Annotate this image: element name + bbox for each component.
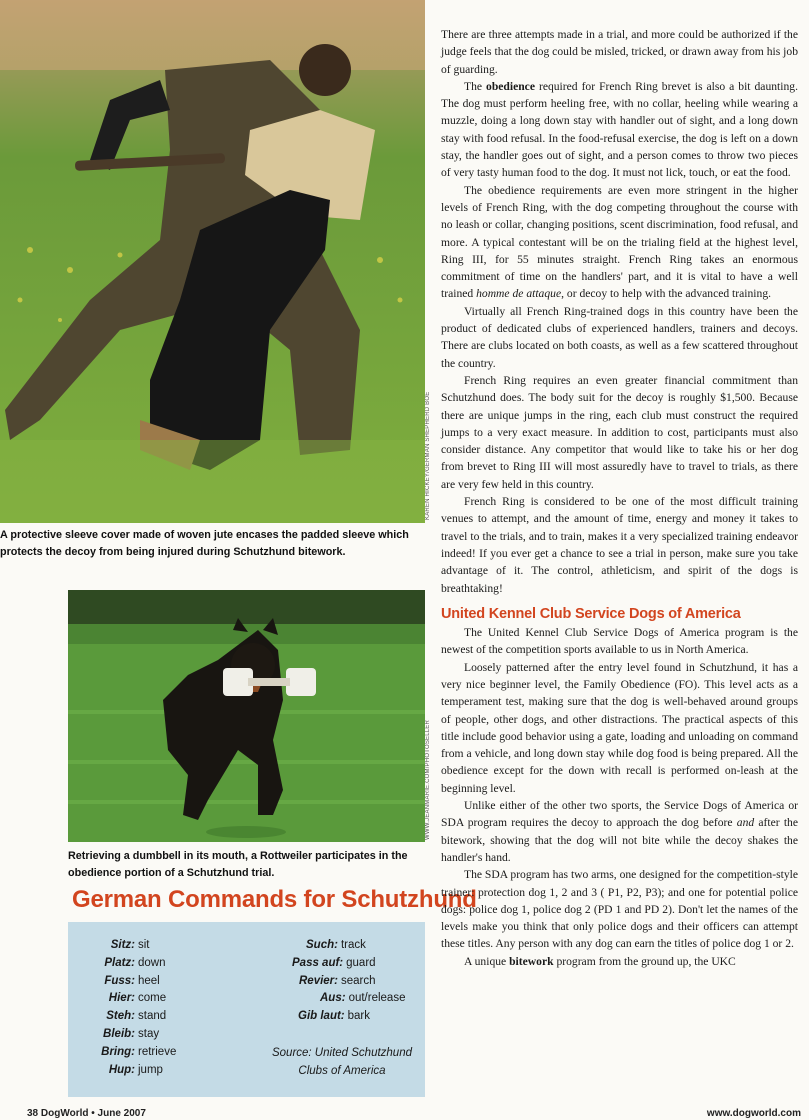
top-photo-caption: A protective sleeve cover made of woven jute encases the padded sleeve which protects the decoy from being injured during Schutzhund bitework.	[0, 529, 409, 558]
text-run: , or decoy to help with the advanced training.	[561, 287, 772, 301]
command-row	[306, 937, 405, 955]
command-english: stay	[138, 1027, 160, 1040]
footer-right: www.dogworld.com	[706, 1108, 801, 1119]
command-english: stand	[138, 1010, 167, 1023]
command-row	[68, 1062, 176, 1080]
command-german: Pass auf:	[292, 956, 344, 969]
article-paragraph	[441, 797, 798, 866]
command-row	[68, 973, 176, 991]
source-line: Clubs of America	[298, 1064, 386, 1077]
command-row	[299, 973, 405, 991]
command-german: Bleib:	[103, 1027, 135, 1040]
commands-title: German Commands for Schutzhund	[72, 886, 477, 913]
command-row	[68, 990, 176, 1008]
article-paragraph: Virtually all French Ring-trained dogs in this country have been the product of dedicated clubs of experienced handlers, trainers and decoys. There are clubs located on both coasts, as well as a few scattered throughout the country.	[441, 304, 798, 370]
bottom-photo-credit: WWW.JEANMARIE.COM/PHOTOSELLER	[425, 719, 431, 840]
article-paragraph	[441, 78, 798, 182]
command-german: Hier:	[108, 992, 135, 1005]
command-german: Sitz:	[110, 939, 135, 951]
article-paragraph	[441, 953, 798, 970]
commands-source	[265, 1045, 419, 1081]
command-row	[298, 1008, 405, 1026]
command-english: sit	[138, 939, 150, 951]
command-german: Aus:	[320, 992, 346, 1005]
italic-term: and	[736, 816, 755, 830]
top-photo-credit: KAREN HICKEY/GERMAN SHEPHERD BOE	[425, 391, 431, 520]
command-english: bark	[347, 1010, 371, 1023]
command-english: retrieve	[138, 1045, 177, 1058]
command-row	[68, 937, 176, 955]
source-line: Source: United Schutzhund	[271, 1047, 412, 1059]
command-english: jump	[138, 1063, 163, 1076]
commands-box	[68, 922, 425, 1097]
command-german: Fuss:	[104, 974, 135, 987]
text-run: The obedience requirements are even more stringent in the higher levels of French Ring, with the dog competing throughout the course with no leash or collar, changing positions, scent discrimination, food refusal, and more. A typical contestant will be on the trialing field at the highest level, Ring III, for 55 minutes straight. French Ring takes an enormous commitment of time on the handlers' part, and it is vital to have a well trained	[441, 183, 798, 301]
command-english: search	[341, 974, 376, 987]
rottweiler-dumbbell-photo	[68, 590, 425, 842]
command-german: Platz:	[104, 956, 135, 969]
article-paragraph: There are three attempts made in a trial, and more could be authorized if the judge feels that the dog could be misled, tricked, or drawn away from his job of guarding.	[441, 28, 798, 76]
command-german: Bring:	[101, 1045, 135, 1058]
command-german: Gib laut:	[298, 1010, 345, 1023]
article-paragraph: French Ring requires an even greater financial commitment than Schutzhund does. The body suit for the decoy is roughly $1,500. Because there are unique jumps in the ring, each club must construct the required jumps to a very exact measure. In addition to cost, participants must also consider distance. Any competitor that would like to take his or her dog from brevet to Ring III will most assuredly have to travel to trials, as there are very few held in this country.	[441, 373, 798, 491]
bottom-photo-caption: Retrieving a dumbbell in its mouth, a Rottweiler participates in the obedience portion of a Schutzhund trial.	[68, 850, 408, 879]
command-english: down	[138, 956, 166, 969]
command-row	[320, 990, 405, 1008]
command-english: out/release	[348, 992, 406, 1005]
text-run: program from the ground up, the UKC	[553, 954, 736, 968]
article-column	[441, 26, 798, 970]
italic-term: homme de attaque	[476, 287, 562, 301]
command-row	[68, 1026, 176, 1044]
command-english: heel	[138, 974, 160, 987]
command-german: Such:	[306, 939, 338, 951]
command-row	[68, 1044, 176, 1062]
command-english: come	[138, 992, 167, 1005]
article-paragraph	[441, 182, 798, 303]
command-english: track	[340, 939, 366, 951]
bold-term: obedience	[486, 79, 535, 93]
text-run: required for French Ring brevet is also a bit daunting. The dog must perform heeling free, with no collar, heeling while wearing a muzzle, doing a long down stay with handler out of sight, and a long down stay with food refusal. In the food-refusal exercise, the dog is left on a down stay, the handler goes out of sight, and a person comes to throw two pieces of very tasty human food to the dog. It must not lick, touch, or eat the food.	[441, 79, 798, 180]
bold-term: bitework	[509, 954, 554, 968]
section-heading: United Kennel Club Service Dogs of America	[441, 605, 741, 622]
command-row	[292, 955, 405, 973]
command-german: Revier:	[299, 974, 338, 987]
article-paragraph: The SDA program has two arms, one designed for the competition-style trainer: protection dog 1, 2 and 3 ( P1, P2, P3); and one for potential police dogs: police dog 1, police dog 2 (PD 1 and PD 2). Don't let the names of the levels make you think that only police dogs and their officers can attempt these titles. Any person with any dog can earn the titles of police dog 1 or 2.	[441, 868, 798, 951]
command-english: guard	[346, 956, 376, 969]
decoy-bitework-photo	[0, 0, 425, 523]
commands-right-column	[292, 937, 406, 1026]
commands-left-column	[68, 937, 176, 1079]
text-run: The	[464, 79, 487, 93]
command-german: Steh:	[106, 1010, 135, 1023]
text-run: Unlike either of the other two sports, the Service Dogs of America or SDA program requires the decoy to approach the dog before	[441, 799, 798, 830]
text-run: after the bitework, showing that the dog will not bite while the decoy shakes the handler's hand.	[441, 816, 798, 864]
command-german: Hup:	[108, 1063, 135, 1076]
article-paragraph: Loosely patterned after the entry level found in Schutzhund, it has a very nice beginner level, the Family Obedience (FO). This level acts as a temperament test, making sure that the dog is well-behaved around groups of people, other dogs, and other distractions. The practical aspects of this title include good behavior using a gate, loading and unloading on command from a vehicle, and long down stay while dog food is being prepared. All the obedience except for the down with recall is performed on-leash at the beginning level.	[441, 660, 798, 795]
command-row	[68, 955, 176, 973]
article-paragraph: French Ring is considered to be one of the most difficult training venues to attempt, and the amount of time, energy and money it takes to travel to the trials, and to train, makes it a very specialized training endeavor indeed! If you ever get a chance to see a trial in person, make sure you take advantage of it. The control, athleticism, and spirit of the dogs is breathtaking!	[441, 495, 798, 595]
article-paragraph: The United Kennel Club Service Dogs of America program is the newest of the competition sports available to us in North America.	[441, 626, 798, 657]
command-row	[68, 1008, 176, 1026]
text-run: A unique	[464, 954, 510, 968]
footer-left: 38 DogWorld • June 2007	[27, 1108, 146, 1119]
